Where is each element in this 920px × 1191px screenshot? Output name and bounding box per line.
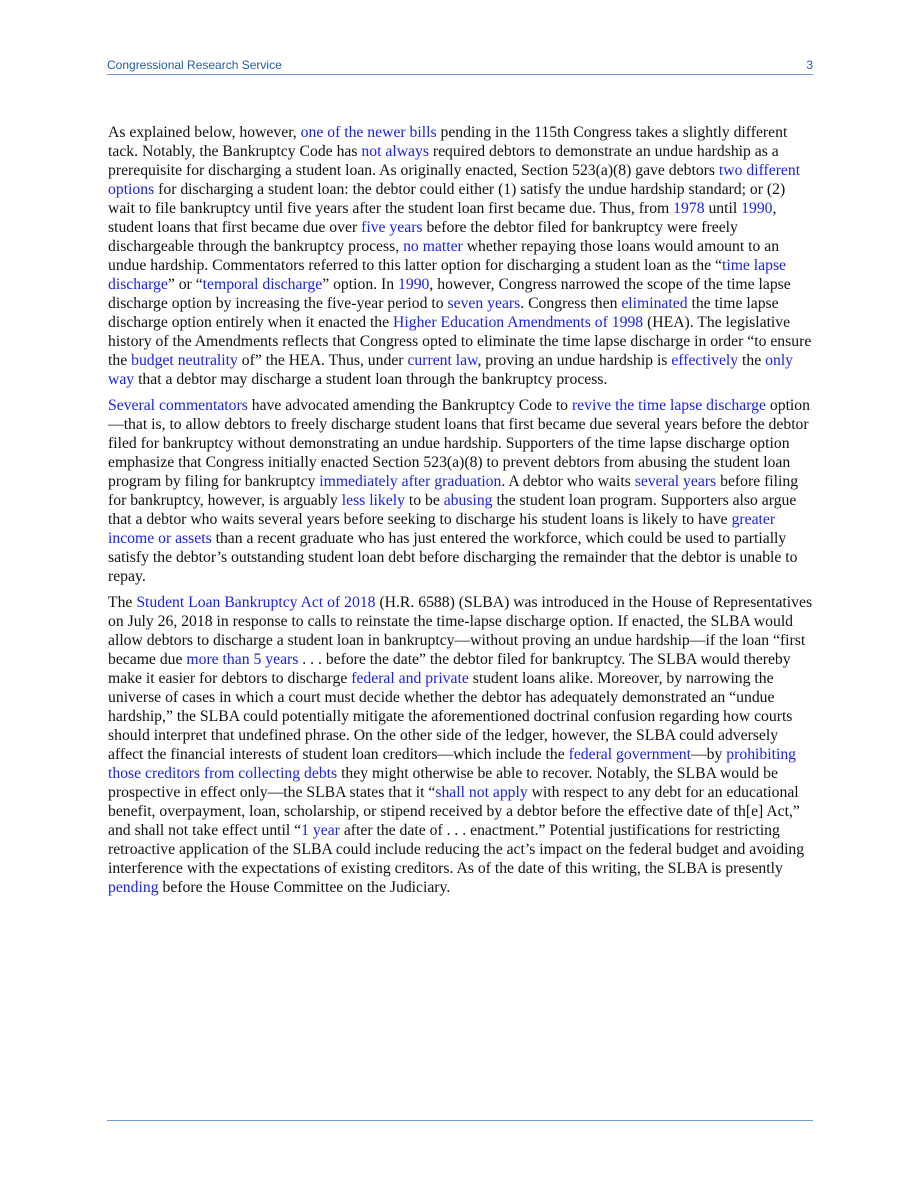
text-run: until — [704, 200, 742, 217]
text-run: student loans alike. Moreover, by narrowing the universe of cases in which a court must decide whether the debtor has adequately demonstrated an “undue hardship,” the SLBA could potentially mitigate the aforementioned doctrinal confusion regarding how courts should interpret that undefined phrase. On the other side of the ledger, however, the SLBA could adversely affect the financial interests of student loan creditors—which include the — [108, 670, 793, 763]
text-run: after the date of . . . enactment.” Potential justifications for restricting retroactive application of the SLBA could include reducing the act’s impact on the federal budget and avoiding interference with the expectations of existing creditors. As of the date of this writing, the SLBA is presently — [108, 822, 805, 877]
text-run: the student loan program. Supporters also argue that a debtor who waits several years before seeking to discharge his student loans is likely to have — [108, 492, 797, 528]
document-body — [108, 123, 814, 904]
inline-link[interactable]: effectively — [671, 352, 739, 369]
text-run: , student loans that first became due over — [108, 200, 777, 236]
inline-link[interactable]: budget neutrality — [131, 352, 238, 369]
text-run: the — [738, 352, 766, 369]
text-run: that a debtor may discharge a student loan through the bankruptcy process. — [134, 371, 608, 388]
paragraph-2 — [108, 396, 814, 586]
text-run: than a recent graduate who has just entered the workforce, which could be used to partially satisfy the debtor’s outstanding student loan debt before discharging the remainder that the debtor is unable to repay. — [108, 530, 798, 585]
inline-link[interactable]: Several commentators — [108, 397, 248, 414]
text-run: As explained below, however, — [108, 124, 301, 141]
text-run: (HEA). The legislative history of the Amendments reflects that Congress opted to eliminate the time lapse discharge in order “to ensure the — [108, 314, 812, 369]
inline-link[interactable]: greater income or assets — [108, 511, 776, 547]
inline-link[interactable]: immediately after graduation — [319, 473, 502, 490]
inline-link[interactable]: Student Loan Bankruptcy Act of 2018 — [136, 594, 376, 611]
inline-link[interactable]: current law — [407, 352, 478, 369]
text-run: . Congress then — [520, 295, 622, 312]
text-run: . A debtor who waits — [501, 473, 635, 490]
text-run: ” or “ — [167, 276, 203, 293]
text-run: to be — [404, 492, 444, 509]
inline-link[interactable]: more than 5 years — [186, 651, 299, 668]
text-run: —by — [690, 746, 727, 763]
text-run: option—that is, to allow debtors to freely discharge student loans that first became due several years before the debtor filed for bankruptcy without demonstrating an undue hardship. Supporters of the time lapse discharge option emphasize that Congress initially enacted Section 523(a)(8) to prevent debtors from abusing the student loan program by filing for bankruptcy — [108, 397, 810, 490]
page-number: 3 — [806, 58, 813, 72]
text-run: before filing for bankruptcy, however, is arguably — [108, 473, 799, 509]
footer-rule — [107, 1120, 813, 1121]
inline-link[interactable]: time lapse discharge — [108, 257, 787, 293]
inline-link[interactable]: not always — [361, 143, 429, 160]
inline-link[interactable]: temporal discharge — [202, 276, 323, 293]
text-run: pending in the 115th Congress takes a slightly different tack. Notably, the Bankruptcy Code has — [108, 124, 788, 160]
page-header — [107, 56, 813, 75]
text-run: , proving an undue hardship is — [477, 352, 672, 369]
inline-link[interactable]: less likely — [341, 492, 405, 509]
text-run: they might otherwise be able to recover. Notably, the SLBA would be prospective in effect only—the SLBA states that it “ — [108, 765, 778, 801]
inline-link[interactable]: 1990 — [398, 276, 430, 293]
inline-link[interactable]: federal government — [568, 746, 691, 763]
inline-link[interactable]: only way — [108, 352, 794, 388]
inline-link[interactable]: eliminated — [621, 295, 688, 312]
inline-link[interactable]: shall not apply — [435, 784, 528, 801]
text-run: . . . before the date” the debtor filed for bankruptcy. The SLBA would thereby make it easier for debtors to discharge — [108, 651, 791, 687]
inline-link[interactable]: federal and private — [351, 670, 469, 687]
text-run: the time lapse discharge option entirely when it enacted the — [108, 295, 779, 331]
text-run: The — [108, 594, 137, 611]
text-run: , however, Congress narrowed the scope of the time lapse discharge option by increasing the five-year period to — [108, 276, 791, 312]
paragraph-1 — [108, 123, 814, 389]
inline-link[interactable]: Higher Education Amendments of 1998 — [393, 314, 644, 331]
text-run: before the House Committee on the Judiciary. — [158, 879, 451, 896]
inline-link[interactable]: no matter — [403, 238, 463, 255]
inline-link[interactable]: pending — [108, 879, 159, 896]
text-run: ” option. In — [322, 276, 398, 293]
text-run: whether repaying those loans would amount to an undue hardship. Commentators referred to this latter option for discharging a student loan as the “ — [108, 238, 780, 274]
text-run: for discharging a student loan: the debtor could either (1) satisfy the undue hardship standard; or (2) wait to file bankruptcy until five years after the student loan first became due. Thus, from — [108, 181, 786, 217]
inline-link[interactable]: two different options — [108, 162, 801, 198]
inline-link[interactable]: several years — [634, 473, 717, 490]
paragraph-3 — [108, 593, 814, 897]
header-organization: Congressional Research Service — [107, 58, 282, 72]
text-run: before the debtor filed for bankruptcy were freely dischargeable through the bankruptcy process, — [108, 219, 738, 255]
inline-link[interactable]: prohibiting those creditors from collecting debts — [108, 746, 797, 782]
inline-link[interactable]: five years — [361, 219, 423, 236]
text-run: with respect to any debt for an educational benefit, overpayment, loan, scholarship, or stipend received by a debtor before the effective date of th[e] Act,” and shall not take effect until “ — [108, 784, 800, 839]
text-run: have advocated amending the Bankruptcy Code to — [247, 397, 572, 414]
inline-link[interactable]: abusing — [443, 492, 493, 509]
inline-link[interactable]: one of the newer bills — [300, 124, 437, 141]
inline-link[interactable]: revive the time lapse discharge — [571, 397, 766, 414]
text-run: required debtors to demonstrate an undue hardship as a prerequisite for discharging a student loan. As originally enacted, Section 523(a)(8) gave debtors — [108, 143, 779, 179]
inline-link[interactable]: 1 year — [301, 822, 340, 839]
inline-link[interactable]: 1978 — [673, 200, 705, 217]
text-run: (H.R. 6588) (SLBA) was introduced in the House of Representatives on July 26, 2018 in response to calls to reinstate the time-lapse discharge option. If enacted, the SLBA would allow debtors to discharge a student loan in bankruptcy—without proving an undue hardship—if the loan “first became due — [108, 594, 813, 668]
inline-link[interactable]: 1990 — [741, 200, 773, 217]
text-run: of” the HEA. Thus, under — [237, 352, 408, 369]
inline-link[interactable]: seven years — [447, 295, 521, 312]
